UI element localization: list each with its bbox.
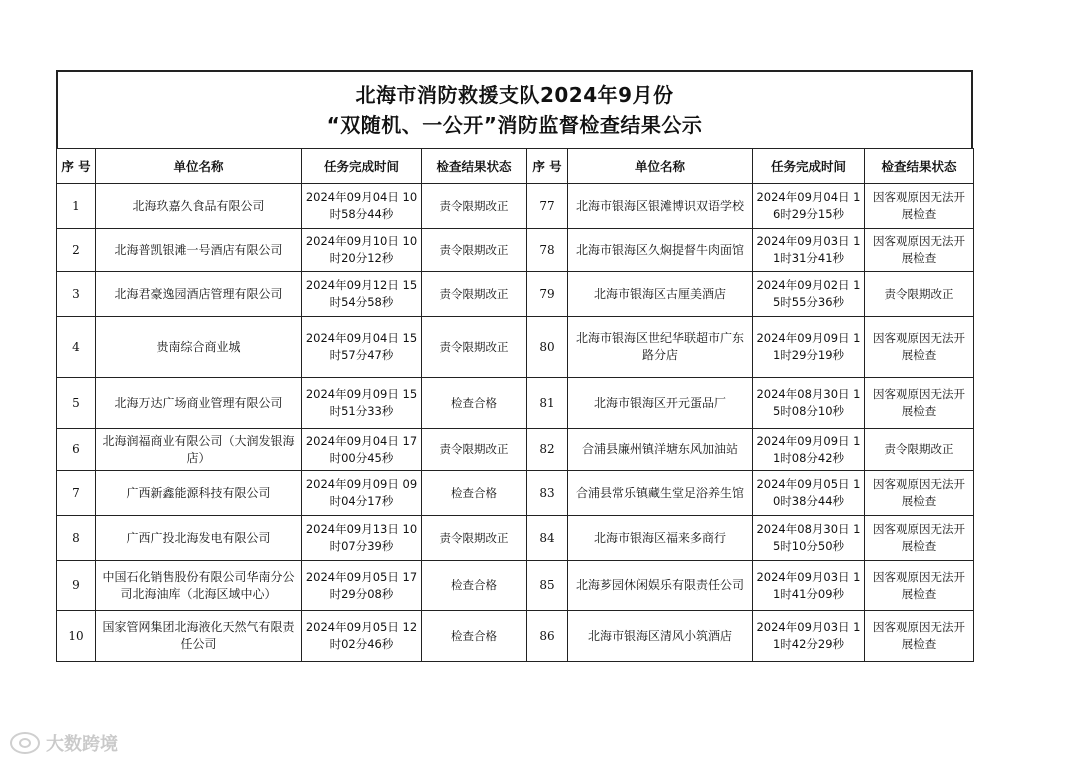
watermark (10, 730, 118, 756)
cell-unit: 北海市银海区福来多商行 (568, 516, 753, 561)
header-status: 检查结果状态 (865, 149, 974, 184)
cell-seq: 86 (527, 611, 568, 662)
cell-status: 因客观原因无法开展检查 (865, 561, 974, 611)
cell-seq: 78 (527, 229, 568, 272)
cell-status: 因客观原因无法开展检查 (865, 184, 974, 229)
cell-unit: 广西新鑫能源科技有限公司 (96, 471, 302, 516)
cell-time: 2024年09月05日 12时02分46秒 (302, 611, 422, 662)
cell-seq: 82 (527, 429, 568, 471)
cell-time: 2024年09月12日 15时54分58秒 (302, 272, 422, 317)
header-time: 任务完成时间 (302, 149, 422, 184)
table-row (57, 272, 974, 317)
cell-seq: 79 (527, 272, 568, 317)
cell-time: 2024年09月03日 11时42分29秒 (753, 611, 865, 662)
cell-time: 2024年09月10日 10时20分12秒 (302, 229, 422, 272)
cell-time: 2024年08月30日 15时10分50秒 (753, 516, 865, 561)
header-seq: 序 号 (527, 149, 568, 184)
header-row (57, 149, 974, 184)
title-block (56, 70, 973, 148)
cell-time: 2024年09月05日 17时29分08秒 (302, 561, 422, 611)
cell-seq: 83 (527, 471, 568, 516)
table-row (57, 429, 974, 471)
cell-time: 2024年09月03日 11时41分09秒 (753, 561, 865, 611)
cell-time: 2024年09月09日 11时29分19秒 (753, 317, 865, 378)
cell-status: 责令限期改正 (422, 516, 527, 561)
cell-time: 2024年09月04日 16时29分15秒 (753, 184, 865, 229)
cell-status: 因客观原因无法开展检查 (865, 229, 974, 272)
cell-time: 2024年09月13日 10时07分39秒 (302, 516, 422, 561)
watermark-logo-icon (10, 732, 40, 754)
cell-status: 检查合格 (422, 378, 527, 429)
cell-unit: 北海玖嘉久食品有限公司 (96, 184, 302, 229)
cell-time: 2024年09月04日 15时57分47秒 (302, 317, 422, 378)
cell-unit: 合浦县常乐镇藏生堂足浴养生馆 (568, 471, 753, 516)
table-row (57, 378, 974, 429)
cell-time: 2024年09月09日 11时08分42秒 (753, 429, 865, 471)
cell-status: 因客观原因无法开展检查 (865, 611, 974, 662)
header-unit: 单位名称 (568, 149, 753, 184)
cell-status: 检查合格 (422, 611, 527, 662)
cell-unit: 贵南综合商业城 (96, 317, 302, 378)
cell-seq: 5 (57, 378, 96, 429)
table-row (57, 471, 974, 516)
cell-seq: 4 (57, 317, 96, 378)
cell-time: 2024年09月05日 10时38分44秒 (753, 471, 865, 516)
table-row (57, 184, 974, 229)
cell-status: 责令限期改正 (422, 317, 527, 378)
cell-status: 因客观原因无法开展检查 (865, 471, 974, 516)
cell-seq: 84 (527, 516, 568, 561)
cell-status: 因客观原因无法开展检查 (865, 516, 974, 561)
cell-time: 2024年09月09日 15时51分33秒 (302, 378, 422, 429)
header-unit: 单位名称 (96, 149, 302, 184)
cell-unit: 北海市银海区开元蛋品厂 (568, 378, 753, 429)
cell-unit: 北海市银海区清风小筑酒店 (568, 611, 753, 662)
cell-unit: 北海市银海区银滩博识双语学校 (568, 184, 753, 229)
watermark-text: 大数跨境 (46, 734, 118, 755)
cell-status: 责令限期改正 (865, 429, 974, 471)
cell-status: 检查合格 (422, 471, 527, 516)
table-row (57, 229, 974, 272)
cell-time: 2024年09月09日 09时04分17秒 (302, 471, 422, 516)
cell-status: 因客观原因无法开展检查 (865, 317, 974, 378)
cell-unit: 北海润福商业有限公司（大润发银海店） (96, 429, 302, 471)
cell-status: 责令限期改正 (422, 272, 527, 317)
notice-sheet (56, 70, 973, 662)
cell-unit: 北海市银海区久焖提督牛肉面馆 (568, 229, 753, 272)
cell-time: 2024年09月04日 10时58分44秒 (302, 184, 422, 229)
cell-seq: 1 (57, 184, 96, 229)
title-line-1: 北海市消防救援支队2024年9月份 (355, 83, 674, 107)
cell-seq: 81 (527, 378, 568, 429)
results-table (56, 148, 974, 662)
cell-seq: 80 (527, 317, 568, 378)
cell-status: 责令限期改正 (422, 229, 527, 272)
cell-unit: 北海市银海区古厘美酒店 (568, 272, 753, 317)
cell-unit: 北海市银海区世纪华联超市广东路分店 (568, 317, 753, 378)
table-body (57, 184, 974, 662)
cell-seq: 2 (57, 229, 96, 272)
cell-seq: 6 (57, 429, 96, 471)
cell-seq: 85 (527, 561, 568, 611)
header-time: 任务完成时间 (753, 149, 865, 184)
header-seq: 序 号 (57, 149, 96, 184)
cell-status: 责令限期改正 (422, 184, 527, 229)
header-status: 检查结果状态 (422, 149, 527, 184)
cell-time: 2024年08月30日 15时08分10秒 (753, 378, 865, 429)
cell-seq: 77 (527, 184, 568, 229)
cell-time: 2024年09月02日 15时55分36秒 (753, 272, 865, 317)
table-row (57, 561, 974, 611)
cell-status: 因客观原因无法开展检查 (865, 378, 974, 429)
cell-unit: 中国石化销售股份有限公司华南分公司北海油库（北海区域中心） (96, 561, 302, 611)
cell-seq: 3 (57, 272, 96, 317)
cell-seq: 10 (57, 611, 96, 662)
cell-unit: 广西广投北海发电有限公司 (96, 516, 302, 561)
cell-unit: 北海君豪逸园酒店管理有限公司 (96, 272, 302, 317)
cell-status: 责令限期改正 (865, 272, 974, 317)
cell-seq: 7 (57, 471, 96, 516)
cell-unit: 北海芗园休闲娱乐有限责任公司 (568, 561, 753, 611)
cell-unit: 合浦县廉州镇洋塘东风加油站 (568, 429, 753, 471)
cell-seq: 9 (57, 561, 96, 611)
cell-unit: 北海万达广场商业管理有限公司 (96, 378, 302, 429)
cell-time: 2024年09月04日 17时00分45秒 (302, 429, 422, 471)
title-line-2: “双随机、一公开”消防监督检查结果公示 (326, 113, 703, 137)
table-row (57, 516, 974, 561)
table-row (57, 317, 974, 378)
cell-seq: 8 (57, 516, 96, 561)
cell-status: 责令限期改正 (422, 429, 527, 471)
cell-unit: 国家管网集团北海液化天然气有限责任公司 (96, 611, 302, 662)
cell-unit: 北海普凯银滩一号酒店有限公司 (96, 229, 302, 272)
cell-status: 检查合格 (422, 561, 527, 611)
cell-time: 2024年09月03日 11时31分41秒 (753, 229, 865, 272)
table-row (57, 611, 974, 662)
